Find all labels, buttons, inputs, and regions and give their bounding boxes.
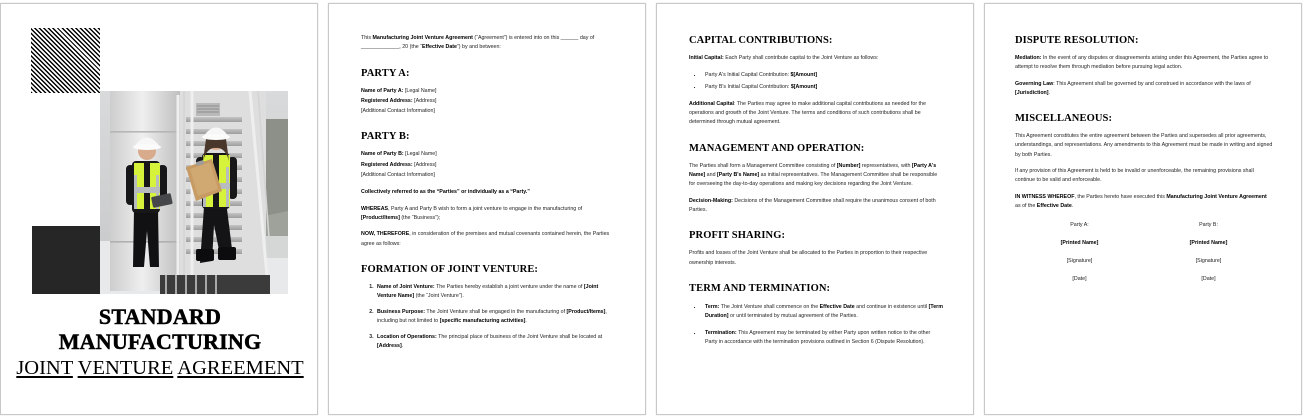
term-bullet-1-bold-duration: [Term Duration] bbox=[705, 303, 943, 320]
party-b-name-value: [Legal Name] bbox=[403, 151, 437, 158]
formation-numbered-list bbox=[361, 283, 615, 352]
cover-subtitle-word-3: AGREEMENT bbox=[177, 357, 304, 379]
dark-square-decoration bbox=[32, 226, 101, 294]
heading-formation-of-joint-venture: FORMATION OF JOINT VENTURE: bbox=[361, 263, 539, 275]
party-a-name-value: [Legal Name] bbox=[403, 87, 437, 94]
signature-party-a-printed-name[interactable]: [Printed Name] bbox=[1060, 240, 1099, 247]
term-bullet-2-text-1: This Agreement may be terminated by either Party upon written notice to the other Party in accordance with the termination provisions outlined in Section 6 (Dispute Resolution). bbox=[705, 329, 931, 346]
cover-photo bbox=[100, 91, 288, 294]
whereas-text-1: , Party A and Party B wish to form a joint venture to engage in the manufacturing of bbox=[388, 205, 583, 212]
signature-party-a-date[interactable]: [Date] bbox=[1072, 276, 1087, 283]
page-3-body bbox=[689, 34, 943, 354]
misc-paragraph-2: If any provision of this Agreement is held to be invalid or unenforceable, the remaining provisions shall continue to be valid and enforceable. bbox=[1015, 168, 1254, 184]
witness-text-3: . bbox=[1071, 202, 1074, 209]
heading-party-a: PARTY A: bbox=[361, 67, 410, 79]
additional-capital-label: Additional Capital bbox=[689, 100, 735, 107]
formation-item-1-bold-2: [Joint Venture Name] bbox=[377, 283, 599, 300]
initial-capital-paragraph bbox=[689, 54, 943, 63]
document-page-4[interactable] bbox=[984, 3, 1302, 415]
governing-law-text-1: : This Agreement shall be governed by and construed in accordance with the laws of bbox=[1053, 80, 1251, 87]
list-item bbox=[375, 283, 615, 302]
document-page-1-cover[interactable] bbox=[0, 3, 318, 415]
list-item bbox=[375, 333, 615, 352]
heading-dispute-resolution: DISPUTE RESOLUTION: bbox=[1015, 35, 1139, 46]
decision-making-paragraph bbox=[689, 197, 943, 216]
diagonal-stripe-decoration bbox=[31, 28, 100, 93]
initial-capital-text: Each Party shall contribute capital to the Joint Venture as follows: bbox=[723, 55, 879, 61]
formation-item-1-text-1: The Parties hereby establish a joint venture under the name of bbox=[434, 283, 584, 290]
party-b-name-line bbox=[361, 150, 615, 159]
party-b-contact-line: [Additional Contact Information] bbox=[361, 172, 435, 179]
governing-law-label: Governing Law bbox=[1015, 80, 1054, 87]
witness-label: IN WITNESS WHEREOF bbox=[1015, 193, 1075, 200]
list-item bbox=[703, 82, 943, 92]
intro-text-1: This bbox=[361, 35, 373, 41]
heading-management-and-operation: MANAGEMENT AND OPERATION: bbox=[689, 142, 865, 154]
decision-making-label: Decision-Making: bbox=[689, 197, 733, 204]
signature-party-b-signature[interactable]: [Signature] bbox=[1195, 258, 1222, 265]
signature-column-party-a bbox=[1015, 221, 1144, 293]
heading-capital-contributions: CAPITAL CONTRIBUTIONS: bbox=[689, 35, 833, 46]
page-2-body bbox=[361, 34, 615, 358]
management-bold-party-b: [Party B's Name] bbox=[716, 172, 760, 179]
cover-title bbox=[13, 304, 307, 381]
formation-item-2-text-1: The Joint Venture shall be engaged in the manufacturing of bbox=[424, 308, 567, 315]
list-item bbox=[703, 328, 943, 348]
term-bullet-1-text-3: or until terminated by mutual agreement of the Parties. bbox=[728, 313, 858, 320]
term-bullet-list bbox=[689, 302, 943, 348]
witness-paragraph bbox=[1015, 193, 1273, 212]
management-text-1: The Parties shall form a Management Committee consisting of bbox=[689, 162, 837, 169]
additional-capital-paragraph bbox=[689, 100, 943, 128]
profit-sharing-paragraph: Profits and losses of the Joint Venture shall be allocated to the Parties in proportion to their respective ownership interests. bbox=[689, 250, 928, 266]
whereas-paragraph bbox=[361, 205, 615, 224]
intro-paragraph bbox=[361, 34, 615, 53]
party-a-address-value: [Address] bbox=[412, 97, 437, 104]
party-a-address-line bbox=[361, 97, 615, 106]
intro-bold-agreement-name: Manufacturing Joint Venture Agreement bbox=[372, 35, 473, 41]
collectively-referred-text: Collectively referred to as the “Parties” or individually as a “Party.” bbox=[361, 189, 530, 196]
intro-text-2: (“Agreement”) is entered into on this ______ day of _____________, 20 (the “ bbox=[361, 35, 595, 51]
heading-miscellaneous: MISCELLANEOUS: bbox=[1015, 113, 1113, 125]
party-b-address-label: Registered Address: bbox=[361, 161, 413, 168]
additional-capital-text: : The Parties may agree to make additional capital contributions as needed for the operations and growth of the Joint Venture. The terms and conditions of such contributions shall be determined through mutual agreement. bbox=[689, 100, 926, 126]
cover-subtitle-word-1: JOINT bbox=[16, 357, 73, 379]
whereas-label: WHEREAS bbox=[361, 205, 389, 212]
formation-item-2-label: Business Purpose: bbox=[377, 308, 425, 315]
management-text-4: as initial representatives. The Management Committee shall be responsible for overseeing the day-to-day operations and making key decisions regarding the Joint Venture. bbox=[689, 172, 938, 188]
signature-party-b-printed-name[interactable]: [Printed Name] bbox=[1189, 240, 1228, 247]
intro-bold-effective-date: Effective Date bbox=[421, 44, 458, 51]
page-4-body bbox=[1015, 34, 1273, 293]
formation-item-3-label: Location of Operations: bbox=[377, 334, 437, 341]
intro-text-3: ”) by and between: bbox=[457, 44, 501, 51]
capital-bullet-1-text: Party A's Initial Capital Contribution: bbox=[705, 72, 791, 79]
party-b-address-value: [Address] bbox=[412, 161, 437, 168]
cover-subtitle bbox=[13, 355, 307, 381]
capital-bullet-1-amount: $[Amount] bbox=[790, 72, 817, 79]
misc-paragraph-1: This Agreement constitutes the entire agreement between the Parties and supersedes all prior agreements, understandings, and representations. Any amendments to this Agreement must be made in writing and signed by both Parties. bbox=[1015, 133, 1273, 158]
heading-profit-sharing: PROFIT SHARING: bbox=[689, 230, 786, 242]
now-therefore-paragraph bbox=[361, 230, 615, 249]
term-bullet-1-text-2: and continue in existence until bbox=[854, 303, 929, 310]
document-page-2[interactable] bbox=[328, 3, 646, 415]
formation-item-3-text-2: . bbox=[401, 343, 404, 350]
now-therefore-text: , in consideration of the premises and mutual covenants contained herein, the Parties agree as follows: bbox=[361, 231, 610, 247]
now-therefore-label: NOW, THEREFORE bbox=[361, 231, 410, 238]
signature-block bbox=[1015, 221, 1273, 293]
signature-party-a-signature[interactable]: [Signature] bbox=[1066, 258, 1093, 265]
management-text-3: and bbox=[705, 172, 717, 179]
capital-bullet-2-amount: $[Amount] bbox=[790, 83, 818, 90]
capital-bullet-2-text: Party B's Initial Capital Contribution: bbox=[705, 83, 791, 90]
whereas-bold-product: [Product/Items] bbox=[361, 214, 400, 221]
management-bold-party-a: [Party A's Name] bbox=[689, 162, 937, 179]
governing-law-text-2: . bbox=[1048, 89, 1051, 96]
term-bullet-1-text-1: The Joint Venture shall commence on the bbox=[719, 303, 820, 310]
party-a-contact-line: [Additional Contact Information] bbox=[361, 108, 435, 115]
mediation-text: In the event of any disputes or disagreements arising under this Agreement, the Parties agree to attempt to resolve them through mediation before pursuing legal action. bbox=[1015, 55, 1269, 71]
management-paragraph bbox=[689, 162, 943, 190]
formation-item-2-text-2: , including but not limited to bbox=[377, 308, 607, 325]
management-text-2: representatives, with bbox=[860, 162, 912, 169]
witness-text-1: , the Parties hereto have executed this bbox=[1074, 193, 1167, 200]
party-a-address-label: Registered Address: bbox=[361, 97, 413, 104]
formation-item-2-text-3: . bbox=[525, 318, 527, 325]
whereas-text-2: (the “Business”); bbox=[399, 214, 441, 221]
party-a-name-label: Name of Party A: bbox=[361, 87, 404, 94]
witness-text-2: as of the bbox=[1015, 202, 1037, 209]
capital-bullet-list bbox=[689, 70, 943, 92]
formation-item-3-text-1: The principal place of business of the Joint Venture shall be located at bbox=[436, 334, 603, 341]
heading-party-b: PARTY B: bbox=[361, 131, 410, 143]
formation-item-2-bold-2: [Product/Items] bbox=[566, 308, 606, 315]
list-item bbox=[703, 70, 943, 80]
signature-party-b-label: Party B: bbox=[1199, 222, 1218, 229]
mediation-label: Mediation: bbox=[1015, 55, 1042, 61]
management-bold-number: [Number] bbox=[836, 162, 861, 169]
governing-law-paragraph bbox=[1015, 80, 1273, 99]
formation-item-1-text-2: (the “Joint Venture”). bbox=[414, 293, 464, 300]
signature-column-party-b bbox=[1144, 221, 1273, 293]
heading-term-and-termination: TERM AND TERMINATION: bbox=[689, 282, 831, 294]
witness-bold-effective-date: Effective Date bbox=[1036, 202, 1072, 209]
signature-party-a-label: Party A: bbox=[1070, 222, 1089, 229]
party-b-name-label: Name of Party B: bbox=[361, 151, 404, 158]
term-bullet-1-label: Term: bbox=[705, 303, 720, 310]
collectively-referred-paragraph bbox=[361, 188, 615, 197]
formation-item-1-label: Name of Joint Venture: bbox=[377, 283, 435, 290]
signature-party-b-date[interactable]: [Date] bbox=[1201, 276, 1216, 283]
list-item bbox=[703, 302, 943, 322]
list-item bbox=[375, 308, 615, 327]
cover-subtitle-word-2: VENTURE bbox=[77, 357, 174, 379]
witness-bold-agreement: Manufacturing Joint Venture Agreement bbox=[1166, 193, 1267, 200]
party-b-address-line bbox=[361, 161, 615, 170]
governing-law-bold-jurisdiction: [Jurisdiction] bbox=[1015, 89, 1049, 96]
decision-making-text: Decisions of the Management Committee shall require the unanimous consent of both Parties. bbox=[689, 197, 936, 213]
mediation-paragraph bbox=[1015, 54, 1273, 73]
party-a-name-line bbox=[361, 87, 615, 96]
formation-item-3-bold-2: [Address] bbox=[377, 343, 402, 350]
document-page-3[interactable] bbox=[656, 3, 974, 415]
term-bullet-2-label: Termination: bbox=[705, 329, 737, 336]
cover-title-line-1: STANDARD bbox=[98, 304, 222, 329]
formation-item-2-bold-3: [specific manufacturing activities] bbox=[439, 318, 526, 325]
initial-capital-label: Initial Capital: bbox=[689, 55, 724, 61]
term-bullet-1-bold-effective-date: Effective Date bbox=[819, 303, 855, 310]
cover-title-line-2: MANUFACTURING bbox=[58, 329, 262, 354]
